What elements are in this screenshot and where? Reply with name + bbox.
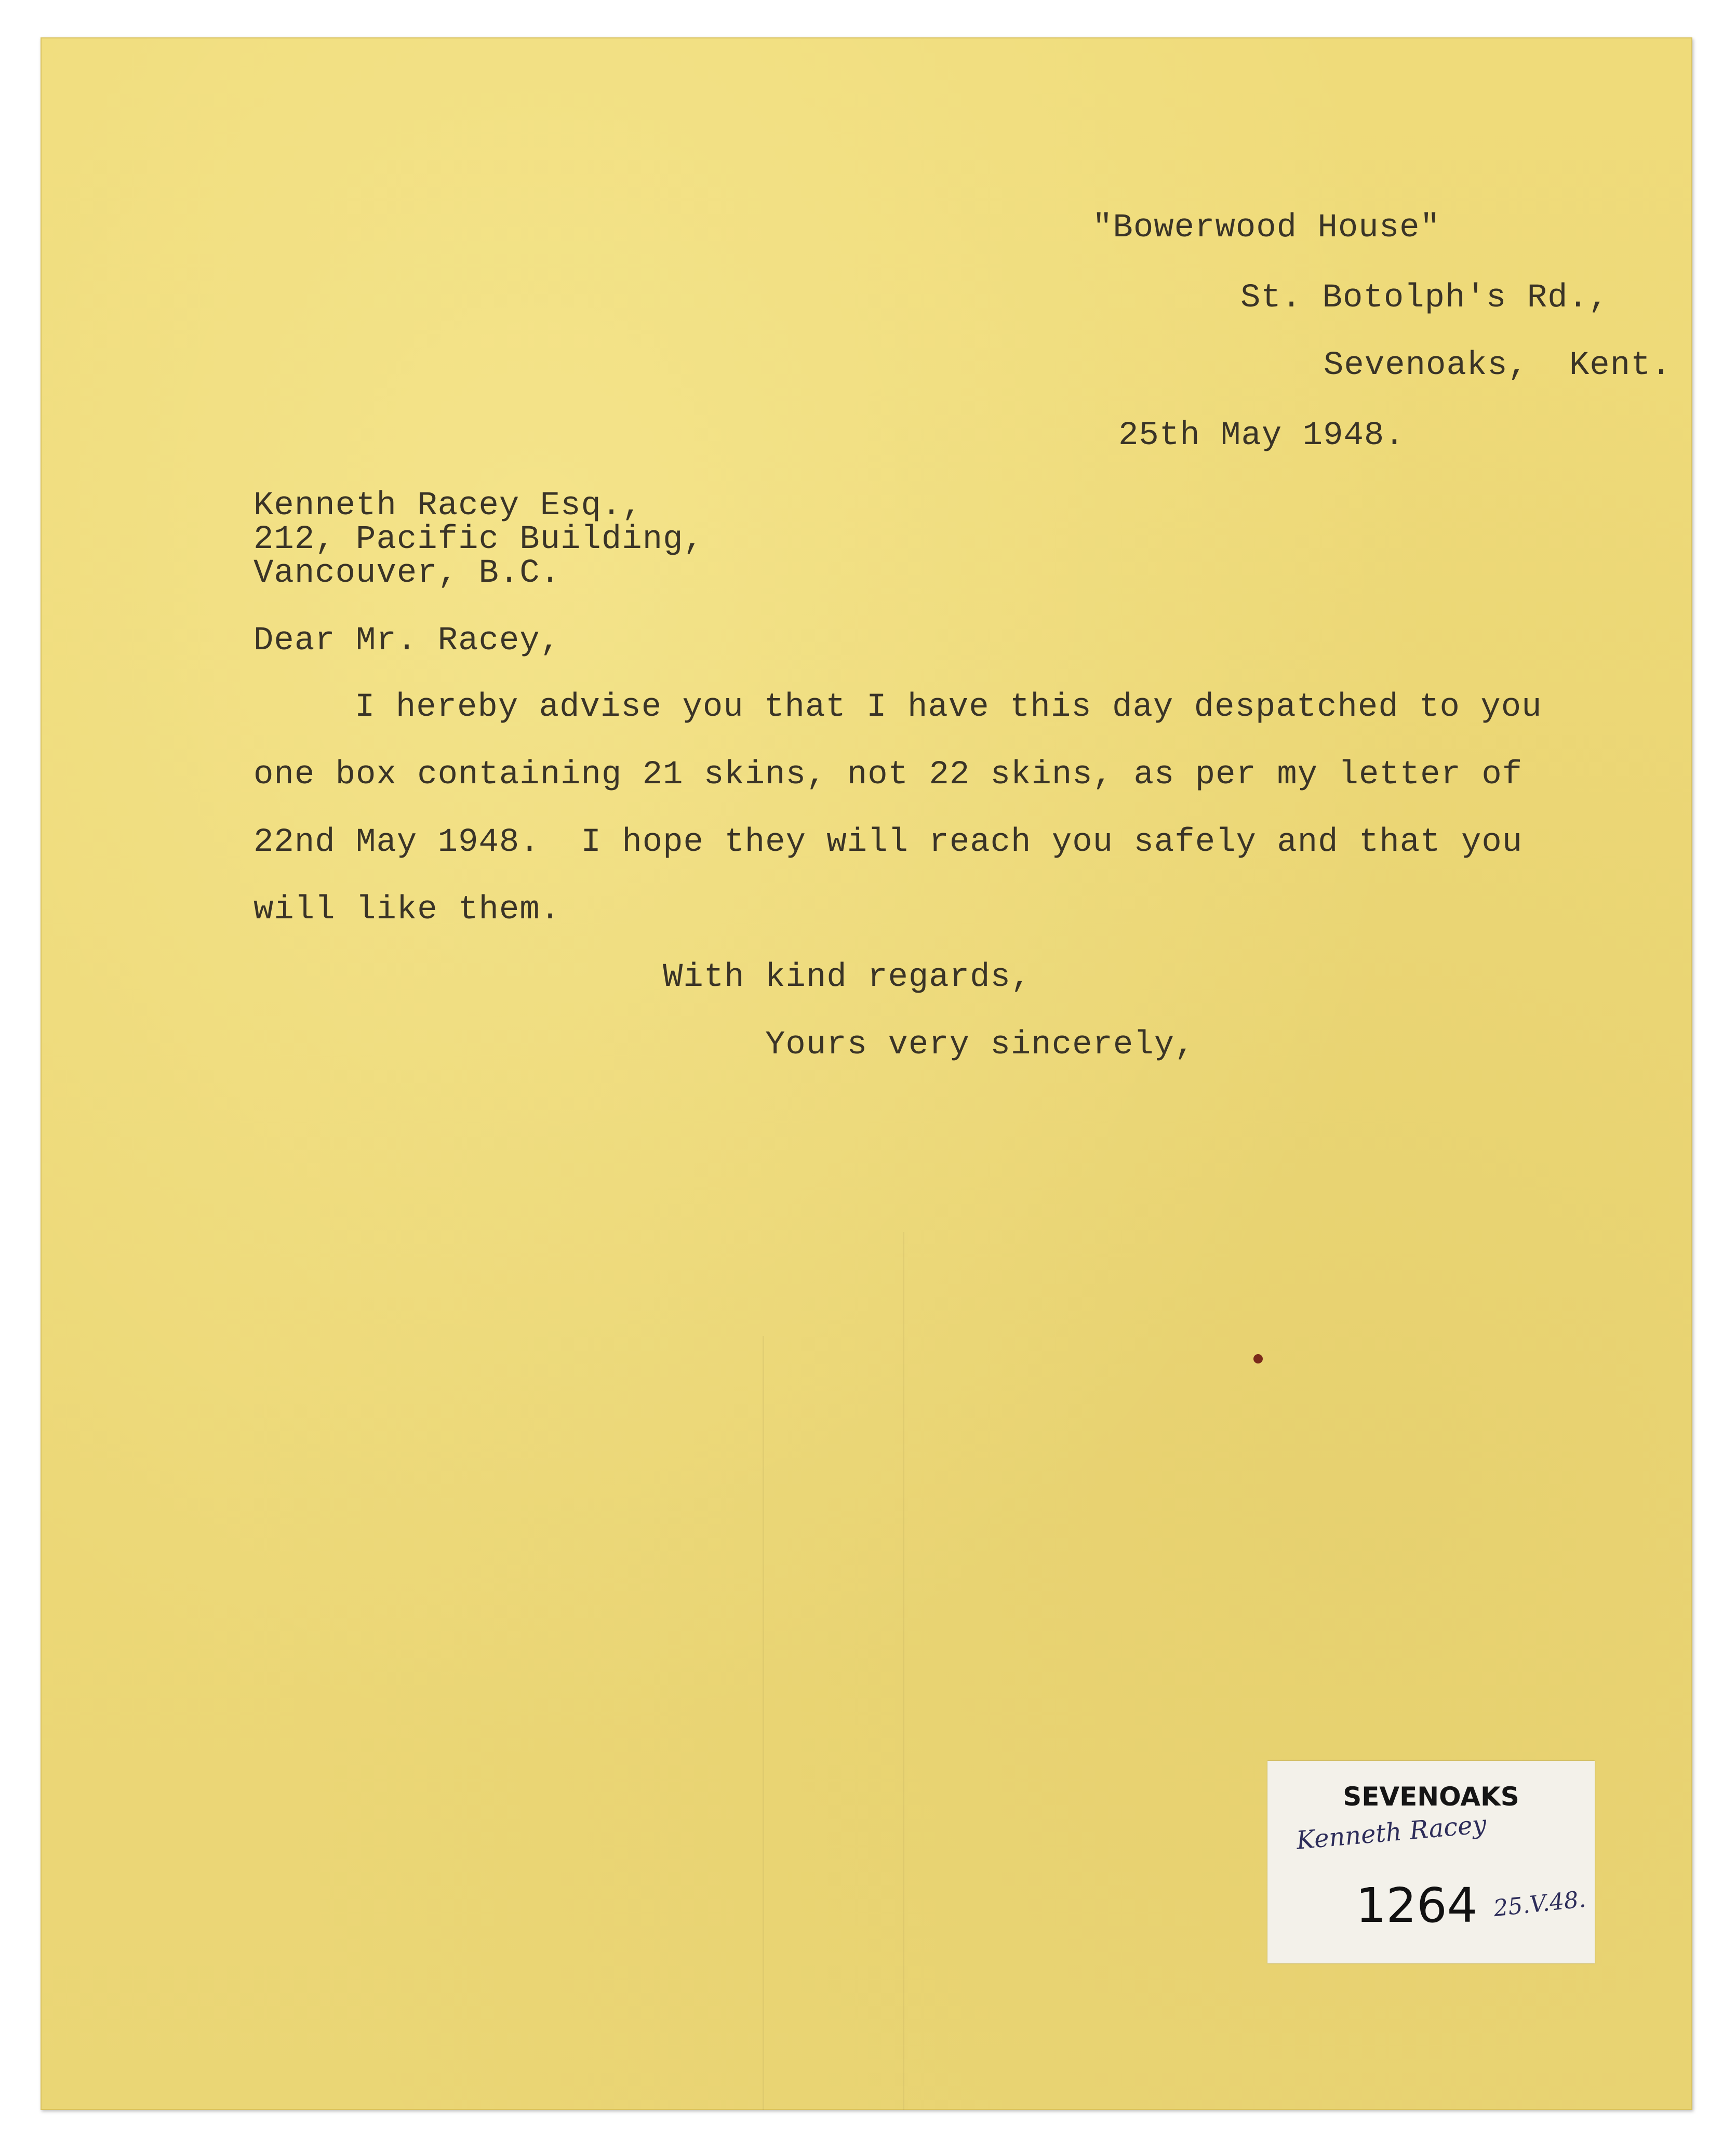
closing: With kind regards, <box>663 959 1032 996</box>
sender-address-line: Sevenoaks, Kent. <box>1324 347 1672 384</box>
salutation: Dear Mr. Racey, <box>253 622 561 660</box>
body-line: I hereby advise you that I have this day despatched to you <box>355 689 1542 726</box>
recipient-address-line: Vancouver, B.C. <box>253 555 561 592</box>
paper-crease <box>903 1232 904 2110</box>
sender-address-line: St. Botolph's Rd., <box>1240 279 1609 317</box>
recipient-address-line: Kenneth Racey Esq., <box>253 487 643 525</box>
body-line: one box containing 21 skins, not 22 skins, as per my letter of <box>253 756 1523 794</box>
sender-address-line: "Bowerwood House" <box>1092 209 1440 247</box>
body-line: 22nd May 1948. I hope they will reach you safely and that you <box>253 824 1523 861</box>
archive-label <box>1267 1761 1595 1963</box>
archive-label-number: 1264 <box>1356 1878 1478 1933</box>
signoff: Yours very sincerely, <box>765 1026 1195 1064</box>
letter-date: 25th May 1948. <box>1118 417 1405 454</box>
archive-label-handwritten-name: Kenneth Racey <box>1295 1810 1488 1855</box>
ink-spot <box>1253 1354 1263 1363</box>
body-line: will like them. <box>253 891 561 929</box>
archive-label-place: SEVENOAKS <box>1343 1782 1519 1812</box>
paper-crease <box>763 1336 764 2110</box>
archive-label-handwritten-date: 25.V.48. <box>1492 1885 1587 1922</box>
recipient-address-line: 212, Pacific Building, <box>253 521 704 558</box>
